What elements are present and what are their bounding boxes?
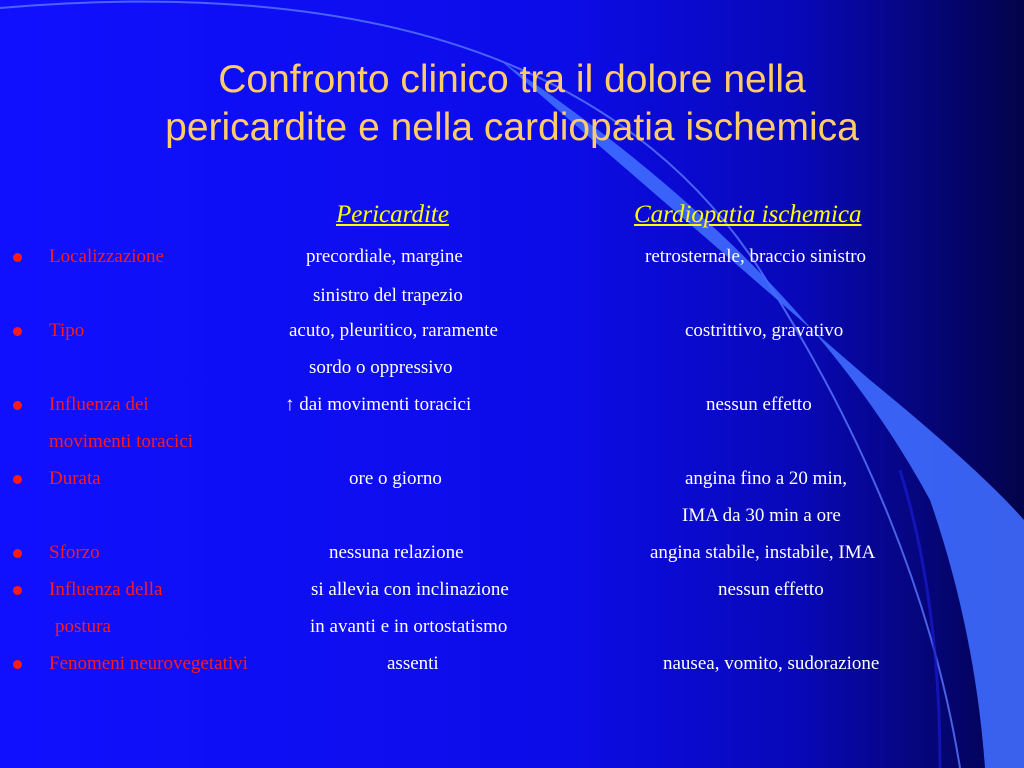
column-header-pericardite: Pericardite [336,201,449,228]
bullet-icon [13,549,22,558]
bullet-icon [13,401,22,410]
ischemica-value: retrosternale, braccio sinistro [645,246,867,267]
pericardite-value: sinistro del trapezio [313,285,463,306]
ischemica-value: angina fino a 20 min, [685,468,847,489]
ischemica-value: IMA da 30 min a ore [682,505,841,526]
pericardite-value: in avanti e in ortostatismo [310,616,508,637]
slide-title [0,56,1024,152]
row-label: Durata [49,468,101,489]
ischemica-value: angina stabile, instabile, IMA [650,542,876,563]
bullet-icon [13,475,22,484]
row-label: Localizzazione [49,246,164,267]
bullet-icon [13,660,22,669]
ischemica-value: nessun effetto [718,579,824,600]
bullet-icon [13,253,22,262]
ischemica-value: nausea, vomito, sudorazione [663,653,880,674]
row-label: Influenza dei [49,394,149,415]
bullet-icon [13,586,22,595]
pericardite-value: si allevia con inclinazione [311,579,509,600]
column-header-cardiopatia-ischemica: Cardiopatia ischemica [634,201,862,228]
slide-title-line2: pericardite e nella cardiopatia ischemica [165,106,859,149]
bullet-icon [13,327,22,336]
row-label: postura [55,616,111,637]
pericardite-value: precordiale, margine [306,246,463,267]
pericardite-value: acuto, pleuritico, raramente [289,320,498,341]
slide-title-line1: Confronto clinico tra il dolore nella [218,58,806,101]
row-label: movimenti toracici [49,431,194,452]
row-label: Sforzo [49,542,100,563]
pericardite-value: nessuna relazione [329,542,464,563]
pericardite-value: sordo o oppressivo [309,357,453,378]
row-label: Fenomeni neurovegetativi [49,653,248,674]
pericardite-value: ↑ dai movimenti toracici [285,394,472,415]
ischemica-value: costrittivo, gravativo [685,320,844,341]
row-label: Tipo [49,320,85,341]
pericardite-value: ore o giorno [349,468,442,489]
row-label: Influenza della [49,579,163,600]
pericardite-value: assenti [387,653,439,674]
ischemica-value: nessun effetto [706,394,812,415]
